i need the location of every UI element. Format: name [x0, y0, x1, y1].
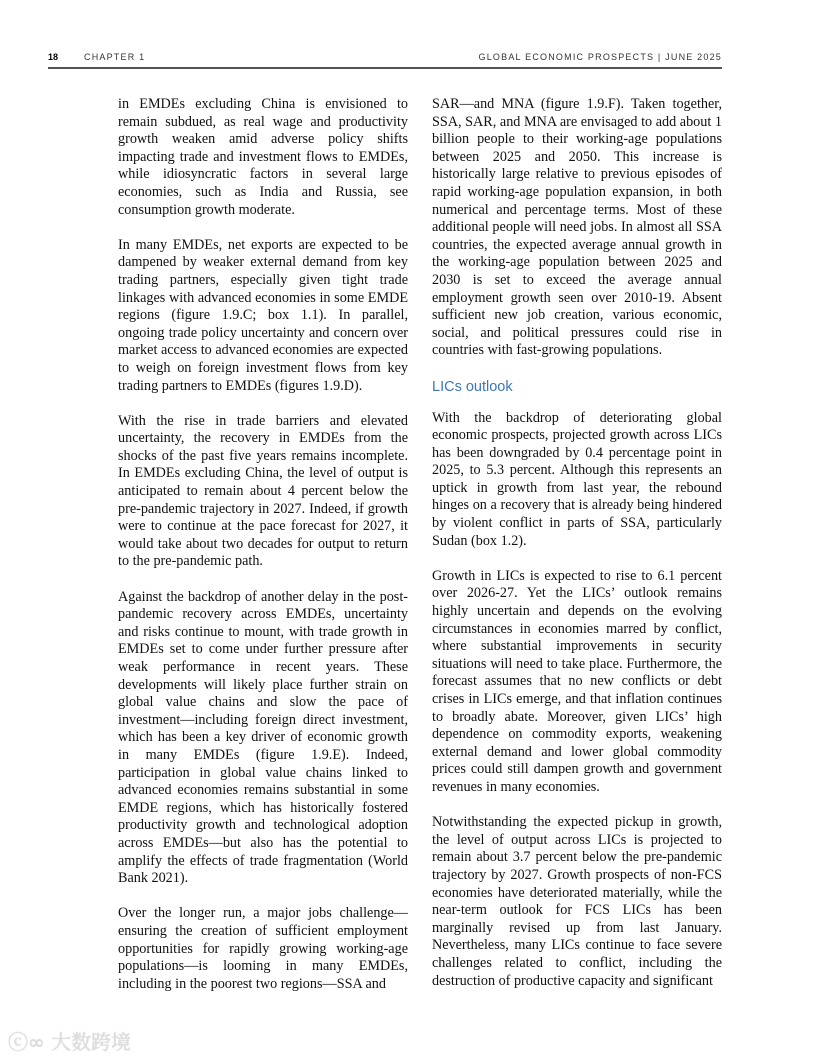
running-header: [48, 52, 722, 68]
right-column: [432, 96, 722, 1008]
left-column: [118, 96, 408, 1011]
paragraph: in EMDEs excluding China is envisioned to remain subdued, as real wage and productivity growth weaken amid adverse policy shifts impacting trade and investment flows to EMDEs, while idiosyncratic factors in several large economies, such as India and Russia, see consumption growth moderate.: [118, 96, 408, 218]
watermark-text: 大数跨境: [51, 1030, 132, 1054]
page-number: 18: [48, 52, 59, 62]
watermark-logo: ⓒ∞ 大数跨境: [8, 1030, 132, 1054]
paragraph: In many EMDEs, net exports are expected to be dampened by weaker external demand from key trading partners, especially given tight trade linkages with advanced economies in some EMDE regions (figure 1.9.C; box 1.1). In parallel, ongoing trade policy uncertainty and concern over market access to advanced economies are expected to weigh on foreign investment flows from key trading partners to EMDEs (figures 1.9.D).: [118, 236, 408, 394]
paragraph: Notwithstanding the expected pickup in growth, the level of output across LICs is projected to remain about 3.7 percent below the pre-pandemic trajectory by 2027. Growth prospects of non-FCS economies have deteriorated materially, while the near-term outlook for FCS LICs has been marginally revised up from last January. Nevertheless, many LICs continue to face severe challenges related to conflict, including the destruction of productive capacity and significant: [432, 814, 722, 989]
section-heading: LICs outlook: [432, 378, 513, 395]
paragraph: Over the longer run, a major jobs challenge—ensuring the creation of sufficient employment opportunities for rapidly growing working-age populations—is looming in many EMDEs, including in the poorest two regions—SSA and: [118, 905, 408, 992]
paragraph: With the rise in trade barriers and elevated uncertainty, the recovery in EMDEs from the shocks of the past five years remains incomplete. In EMDEs excluding China, the level of output is anticipated to remain about 4 percent below the pre-pandemic trajectory in 2027. Indeed, if growth were to continue at the pace forecast for 2027, it would take about two decades for output to return to the pre-pandemic path.: [118, 412, 408, 570]
chapter-label: CHAPTER 1: [84, 52, 146, 62]
paragraph: Growth in LICs is expected to rise to 6.1 percent over 2026-27. Yet the LICs’ outlook remains highly uncertain and depends on the evolving circumstances in economies marred by conflict, where substantial improvements in security situations will need to take place. Furthermore, the forecast assumes that no new conflicts or debt crises in LICs emerge, and that inflation continues to broadly abate. Moreover, given LICs’ high dependence on commodity exports, weakening external demand and lower global commodity prices could still dampen growth and government revenues in many economies.: [432, 567, 722, 795]
paragraph: Against the backdrop of another delay in the post-pandemic recovery across EMDEs, uncertainty and risks continue to mount, with trade growth in EMDEs set to come under further pressure after weak performance in recent years. These developments will likely place further strain on global value chains and slow the pace of investment—including foreign direct investment, which has been a key driver of economic growth in many EMDEs (figure 1.9.E). Indeed, participation in global value chains linked to advanced economies remains substantial in some EMDE regions, which has historically fostered productivity growth and technological adoption across EMDEs—but also has the potential to amplify the effects of trade fragmentation (World Bank 2021).: [118, 588, 408, 887]
header-rule: [48, 67, 722, 69]
paragraph: SAR—and MNA (figure 1.9.F). Taken together, SSA, SAR, and MNA are envisaged to add about 1 billion people to their working-age populations between 2025 and 2050. This increase is historically large relative to previous episodes of rapid working-age population expansion, in both numerical and percentage terms. Most of these additional people will need jobs. In almost all SSA countries, the expected average annual growth in the working-age population between 2025 and 2030 is set to exceed the average annual employment growth seen over 2010-19. Absent sufficient new job creation, various economic, social, and political pressures could rise in countries with fast-growing populations.: [432, 96, 722, 359]
paragraph: With the backdrop of deteriorating global economic prospects, projected growth across LICs has been downgraded by 0.4 percentage point in 2025, to 5.3 percent. Although this represents an uptick in growth from last year, the rebound hinges on a recovery that is already being hindered by violent conflict in parts of SSA, particularly Sudan (box 1.2).: [432, 409, 722, 549]
publication-title: GLOBAL ECONOMIC PROSPECTS | JUNE 2025: [478, 52, 722, 62]
